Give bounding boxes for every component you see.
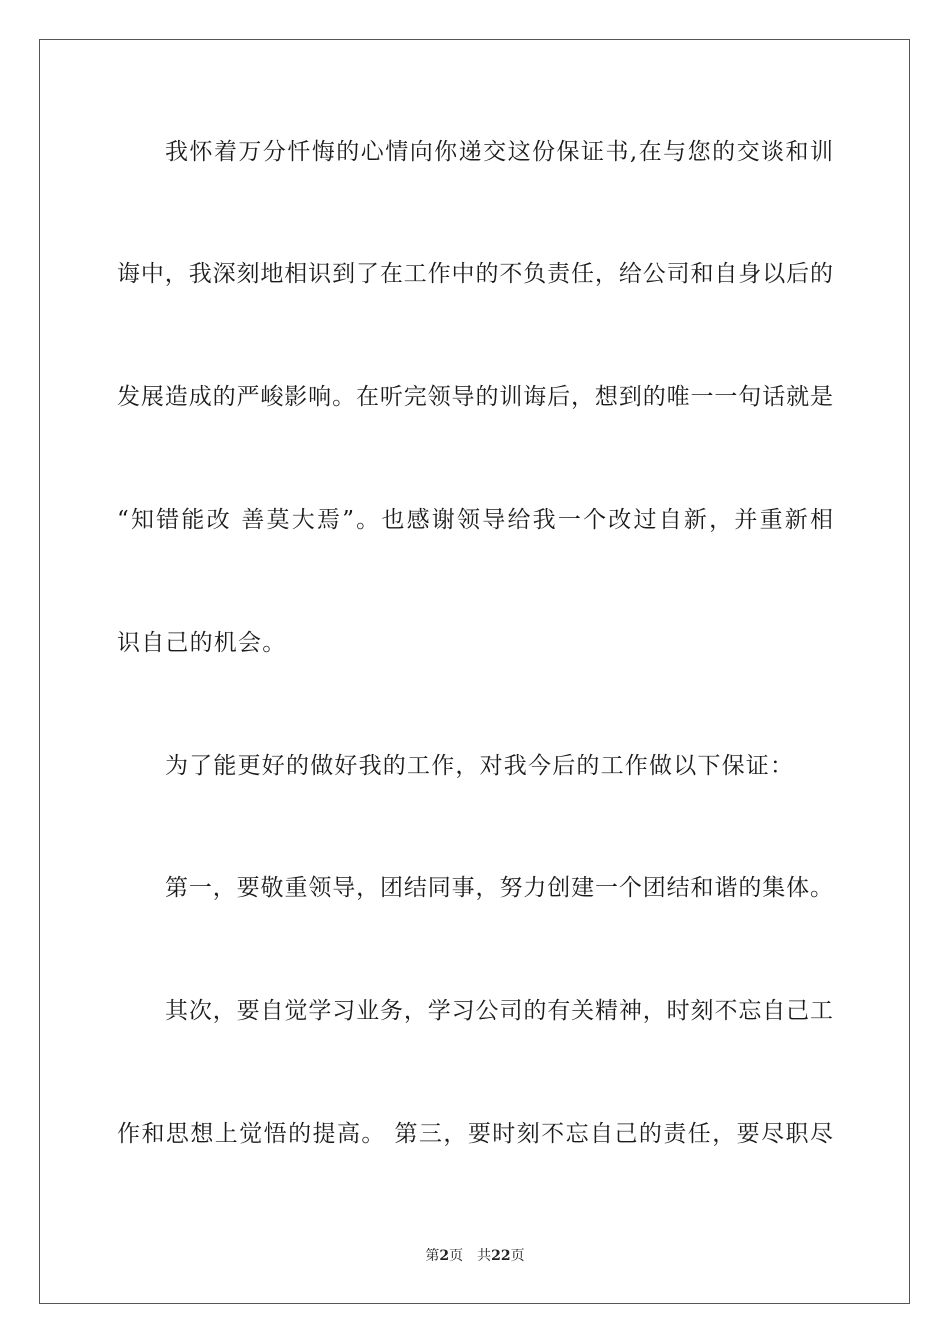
total-suffix: 页	[510, 1248, 525, 1264]
paragraph-line: “知错能改 善莫大焉”。也感谢领导给我一个改过自新，并重新相	[117, 507, 833, 533]
page-prefix: 第	[425, 1248, 440, 1264]
page-number: 2	[439, 1248, 450, 1264]
paragraph-line: 第一，要敬重领导，团结同事，努力创建一个团结和谐的集体。	[165, 875, 833, 901]
total-prefix: 共	[477, 1248, 492, 1264]
paragraph-line: 识自己的机会。	[117, 630, 287, 656]
total-pages: 22	[491, 1248, 511, 1264]
page-footer	[0, 1247, 950, 1265]
paragraph-line: 诲中，我深刻地相识到了在工作中的不负责任，给公司和自身以后的	[117, 261, 833, 287]
paragraph-line: 作和思想上觉悟的提高。 第三，要时刻不忘自己的责任，要尽职尽	[117, 1121, 833, 1147]
paragraph-line: 为了能更好的做好我的工作，对我今后的工作做以下保证：	[165, 753, 795, 779]
paragraph-line: 发展造成的严峻影响。在听完领导的训诲后，想到的唯一一句话就是	[117, 384, 833, 410]
paragraph-line: 我怀着万分忏悔的心情向你递交这份保证书,在与您的交谈和训	[165, 139, 833, 165]
page-border	[39, 39, 910, 1304]
paragraph-line: 其次，要自觉学习业务，学习公司的有关精神，时刻不忘自己工	[165, 998, 833, 1024]
page-suffix: 页	[449, 1248, 464, 1264]
